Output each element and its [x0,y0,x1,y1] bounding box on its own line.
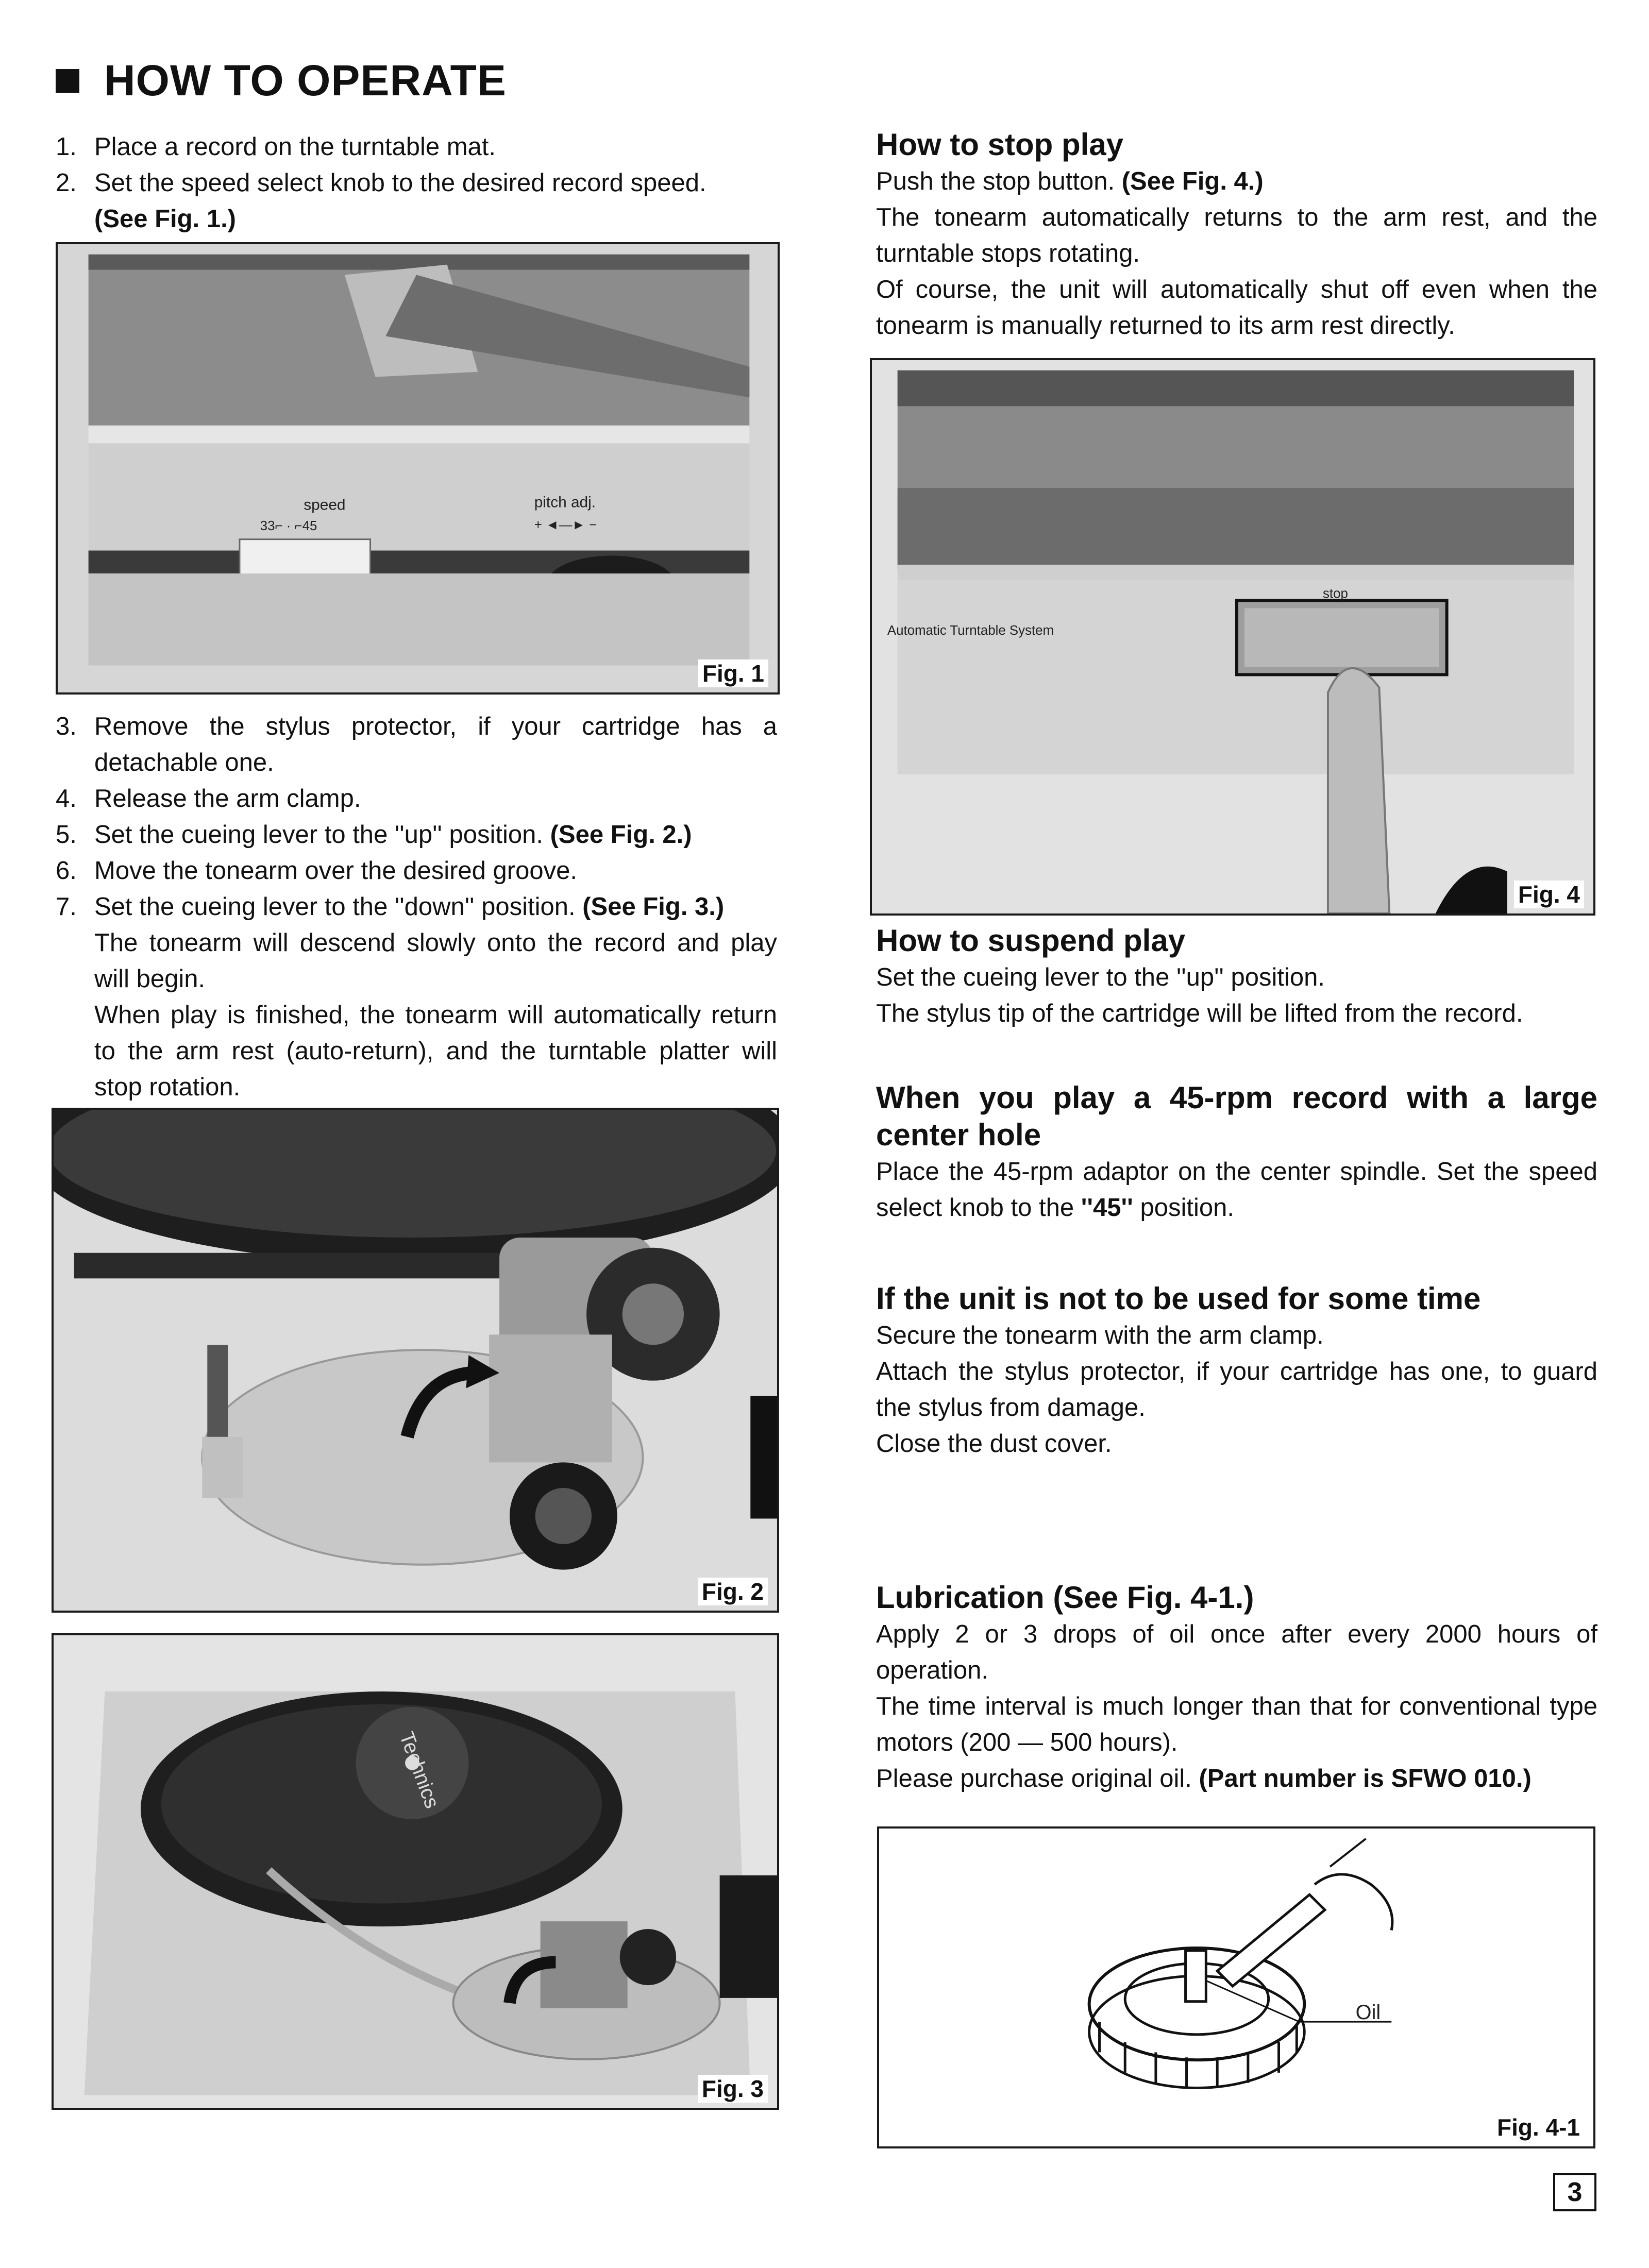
step-number: 7. [56,893,77,921]
section-body [876,959,1597,1031]
oiling-diagram [879,1829,1593,2146]
step-text: Remove the stylus protector, if your cartridge has a detachable one. [94,713,777,776]
rpm45-value: ''45'' [1081,1194,1133,1222]
step-6 [56,853,777,889]
figure-1 [56,242,780,695]
figure-4-1 [877,1826,1595,2148]
step-number: 5. [56,821,77,849]
step-7-detail: The tonearm will descend slowly onto the record and play will begin. [94,929,777,993]
step-text-main: Set the speed select knob to the desired record speed. [94,169,706,197]
section-heading: How to stop play [876,127,1123,162]
pitch-label: pitch adj. [534,494,596,511]
step-number: 6. [56,857,77,885]
page-number: 3 [1553,2173,1596,2211]
section-suspend-play [876,922,1597,1031]
storage-paragraph: Close the dust cover. [876,1430,1112,1458]
step-text [94,817,777,853]
step-text [94,889,777,1105]
step-7 [56,889,777,1105]
rpm45-text-end: position. [1140,1194,1234,1222]
lubrication-paragraph: The time interval is much longer than that for conventional type motors (200 — 500 hours). [876,1692,1597,1756]
step-text: Place a record on the turntable mat. [94,133,496,161]
section-heading: How to suspend play [876,923,1186,958]
figure-4-caption: Fig. 4 [1514,881,1584,908]
oil-label: Oil [1355,2001,1381,2024]
page-heading [56,56,507,106]
step-number: 3. [56,713,77,740]
part-number: (Part number is SFWO 010.) [1199,1765,1532,1792]
step-7-detail: When play is finished, the tonearm will automatically return to the arm rest (auto-return), and the turntable platter will stop rotation. [94,1001,777,1101]
step-number: 1. [56,133,77,161]
section-body [876,1154,1597,1226]
section-heading: When you play a 45-rpm record with a large center hole [876,1080,1597,1152]
figure-4 [870,358,1595,916]
figure-3-caption: Fig. 3 [698,2075,768,2103]
section-stop-play [876,126,1597,344]
stop-button-photo [872,360,1593,913]
section-body [876,1616,1597,1797]
rpm45-text: Place the 45-rpm adaptor on the center spindle. Set the speed select knob to the [876,1158,1597,1222]
lubrication-text: Please purchase original oil. [876,1765,1192,1792]
steps-3-7 [56,708,777,1105]
figure-reference: (See Fig. 2.) [550,821,692,849]
step-5 [56,817,777,853]
steps-1-2 [56,129,777,237]
stop-paragraph: Of course, the unit will automatically shut off even when the tonearm is manually returned to its arm rest directly. [876,276,1597,340]
section-lubrication [876,1579,1597,1797]
pitch-marks: + ◄—► − [534,517,597,532]
step-text-main: Set the cueing lever to the ''up'' position. [94,821,543,849]
suspend-paragraph: The stylus tip of the cartridge will be lifted from the record. [876,1000,1523,1027]
turntable-system-label: Automatic Turntable System [887,623,1054,638]
heading-bullet-icon [56,69,79,93]
step-1 [56,129,777,165]
section-body [876,1317,1597,1462]
record-label-text: Technics [395,1729,444,1812]
figure-2-caption: Fig. 2 [698,1578,768,1605]
stop-instruction: Push the stop button. [876,167,1115,195]
cueing-lever-up-photo [54,1110,777,1611]
step-2 [56,165,777,237]
step-4 [56,781,777,817]
step-text: Release the arm clamp. [94,785,361,813]
figure-reference: (See Fig. 4.) [1121,167,1264,195]
speed-label: speed [304,496,346,514]
figure-3 [52,1633,779,2110]
step-number: 4. [56,785,77,813]
stop-paragraph: The tonearm automatically returns to the arm rest, and the turntable stops rotating. [876,204,1597,267]
step-3 [56,708,777,781]
storage-paragraph: Attach the stylus protector, if your cartridge has one, to guard the stylus from damage. [876,1358,1597,1421]
section-heading: If the unit is not to be used for some time [876,1281,1481,1316]
stop-line-1 [876,163,1597,199]
lubrication-paragraph: Apply 2 or 3 drops of oil once after every 2000 hours of operation. [876,1620,1597,1684]
step-text: Move the tonearm over the desired groove. [94,857,577,885]
section-heading: Lubrication (See Fig. 4-1.) [876,1580,1254,1615]
step-text-main: Set the cueing lever to the ''down'' position. [94,893,576,921]
speed-knob-photo [58,244,778,692]
suspend-paragraph: Set the cueing lever to the ''up'' position. [876,963,1325,991]
speed-marks: 33⌐ · ⌐45 [260,518,317,533]
figure-reference: (See Fig. 1.) [94,205,237,233]
section-storage [876,1280,1597,1462]
figure-2 [52,1108,779,1613]
step-text [94,165,777,237]
figure-reference: (See Fig. 3.) [582,893,725,921]
lubrication-part-number [876,1761,1597,1797]
storage-paragraph: Secure the tonearm with the arm clamp. [876,1322,1324,1349]
figure-1-caption: Fig. 1 [698,659,768,687]
cueing-lever-down-photo [54,1635,777,2108]
section-body [876,163,1597,344]
figure-4-1-caption: Fig. 4-1 [1493,2113,1584,2141]
stop-label: stop [1323,586,1348,601]
step-number: 2. [56,169,77,197]
page-title: HOW TO OPERATE [104,56,507,105]
section-45rpm [876,1079,1597,1226]
